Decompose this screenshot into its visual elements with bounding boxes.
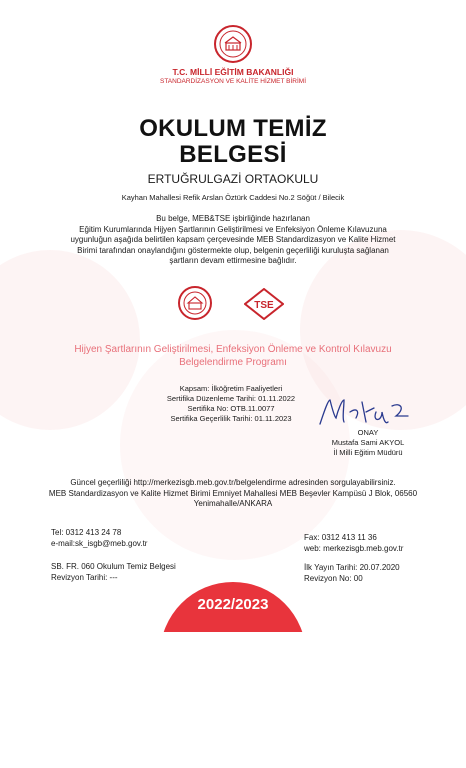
details-block bbox=[156, 384, 306, 424]
body-line: uygunluğun aşağıda belirtilen kapsam çerçevesinde MEB Standardizasyon ve Kalite Hizmet bbox=[70, 235, 396, 244]
approver-name: Mustafa Sami AKYOL bbox=[331, 438, 405, 447]
certificate-number: Sertifika No: OTB.11.0077 bbox=[187, 404, 275, 413]
revision-date: Revizyon Tarihi: --- bbox=[51, 572, 118, 582]
unit-name: STANDARDİZASYON VE KALİTE HİZMET BİRİMİ bbox=[159, 78, 307, 85]
first-publication-date: İlk Yayın Tarihi: 20.07.2020 bbox=[304, 563, 400, 572]
watermark-left bbox=[0, 250, 140, 430]
validity-date: Sertifika Geçerlilik Tarihi: 01.11.2023 bbox=[170, 414, 292, 423]
document-code-block bbox=[51, 562, 176, 583]
tse-logo bbox=[244, 288, 284, 320]
scope: Kapsam: İlköğretim Faaliyetleri bbox=[179, 384, 283, 393]
publication-block bbox=[304, 563, 400, 584]
meb-logo-icon bbox=[213, 24, 253, 64]
telephone: Tel: 0312 413 24 78 bbox=[51, 528, 122, 537]
email: e-mail:sk_isgb@meb.gov.tr bbox=[51, 538, 148, 548]
issue-date: Sertifika Düzenleme Tarihi: 01.11.2022 bbox=[166, 394, 296, 403]
meb-seal-icon bbox=[177, 285, 213, 321]
certificate-body bbox=[0, 214, 466, 267]
validity-line: MEB Standardizasyon ve Kalite Hizmet Birimi Emniyet Mahallesi MEB Beşevler Kampüsü J Blok, 06560 bbox=[48, 488, 418, 498]
program-line2: Belgelendirme Programı bbox=[179, 357, 287, 368]
body-line: şartların devam ettirmesine bağlıdır. bbox=[169, 256, 297, 265]
revision-number: Revizyon No: 00 bbox=[304, 573, 363, 583]
body-line: Bu belge, MEB&TSE işbirliğinde hazırlanan bbox=[156, 214, 310, 223]
body-line: Birimi tarafından onaylandığını göstermekte olup, belgenin geçerliliği kuruluşta sağlanan bbox=[77, 245, 389, 255]
approval-block bbox=[318, 428, 418, 458]
contact-right bbox=[304, 533, 403, 554]
approver-title: İl Milli Eğitim Müdürü bbox=[333, 448, 403, 457]
ministry-name: T.C. MİLLİ EĞİTİM BAKANLIĞI bbox=[172, 67, 294, 77]
signature-icon bbox=[316, 394, 416, 430]
academic-period: 2022/2023 bbox=[197, 596, 269, 613]
program-line1: Hijyen Şartlarının Geliştirilmesi, Enfeksiyon Önleme ve Kontrol Kılavuzu bbox=[74, 344, 392, 355]
approval-label: ONAY bbox=[357, 428, 379, 437]
validity-line: Yenimahalle/ANKARA bbox=[193, 499, 273, 508]
school-address: Kayhan Mahallesi Refik Arslan Öztürk Caddesi No.2 Söğüt / Bilecik bbox=[121, 193, 345, 202]
signature bbox=[316, 394, 416, 430]
contact-left bbox=[51, 528, 147, 549]
tse-logo-icon bbox=[244, 288, 284, 320]
validity-info bbox=[0, 478, 466, 510]
fax: Fax: 0312 413 11 36 bbox=[304, 533, 377, 542]
certificate-title-line1: OKULUM TEMİZ bbox=[139, 115, 327, 142]
tse-logo-text: TSE bbox=[254, 300, 274, 311]
meb-logo bbox=[213, 24, 253, 64]
website: web: merkezisgb.meb.gov.tr bbox=[304, 543, 404, 553]
body-line: Eğitim Kurumlarında Hijyen Şartlarının Geliştirilmesi ve Enfeksiyon Önleme Kılavuzuna bbox=[79, 224, 387, 234]
document-code: SB. FR. 060 Okulum Temiz Belgesi bbox=[51, 562, 176, 571]
certificate-title-line2: BELGESİ bbox=[179, 141, 287, 168]
validity-line: Güncel geçerliliği http://merkezisgb.meb.gov.tr/belgelendirme adresinden sorgulayabilirsiniz. bbox=[70, 478, 396, 487]
meb-seal bbox=[177, 285, 213, 321]
school-name: ERTUĞRULGAZİ ORTAOKULU bbox=[147, 172, 319, 186]
